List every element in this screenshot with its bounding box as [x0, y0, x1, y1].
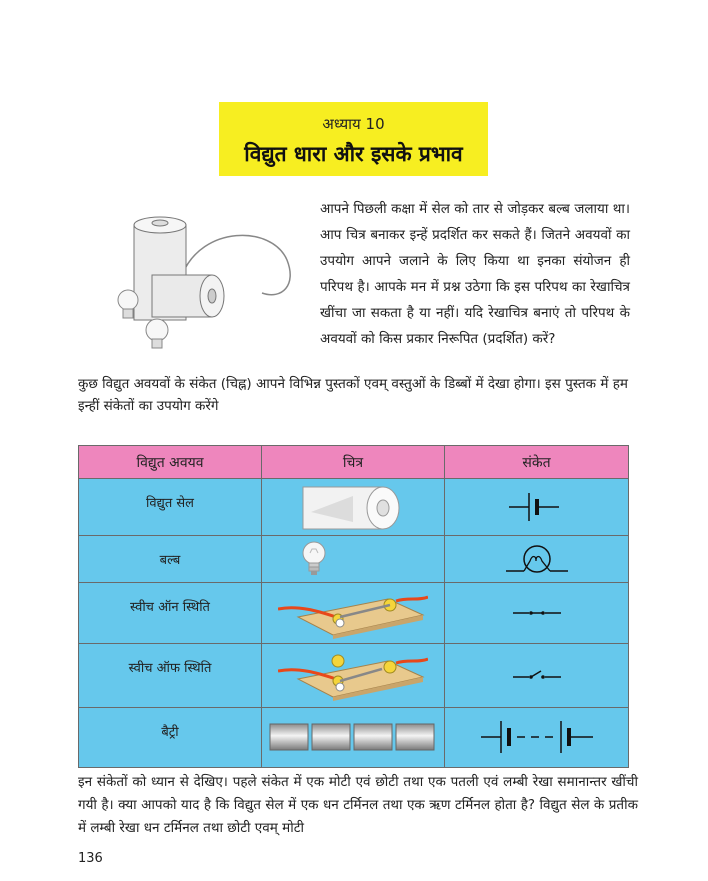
table-header-row: [79, 446, 629, 479]
components-table: [78, 445, 629, 768]
row-name-cell: विद्युत सेल: [79, 479, 262, 536]
cells-bulb-drawing: [112, 205, 302, 365]
row-symbol-cell: [445, 707, 629, 767]
row-name-cell: बैट्री: [79, 707, 262, 767]
header-component: विद्युत अवयव: [79, 446, 262, 479]
chapter-title-box: [219, 102, 488, 176]
switch-off-symbol: [507, 665, 567, 685]
paragraph-symbols-explanation: इन संकेतों को ध्यान से देखिए। पहले संकेत में एक मोटी एवं छोटी तथा एक पतली एवं लम्बी रेखा समानान्तर खींची गयी है। क्या आपको याद है कि विद्युत सेल में एक धन टर्मिनल तथा एक ऋण टर्मिनल होता है? विद्युत सेल के प्रतीक में लम्बी रेखा धन टर्मिनल तथा छोटी एवम् मोटी: [78, 774, 638, 836]
row-name-cell: स्वीच ऑफ स्थिति: [79, 643, 262, 707]
row-name-cell: स्वीच ऑन स्थिति: [79, 583, 262, 643]
row-picture-cell: [262, 583, 445, 643]
header-picture: चित्र: [262, 446, 445, 479]
table-row: [79, 707, 629, 767]
bulb-symbol: [502, 539, 572, 579]
table-row: [79, 479, 629, 536]
chapter-title: विद्युत धारा और इसके प्रभाव: [244, 142, 463, 166]
battery-symbol: [477, 717, 597, 757]
switch-off-picture: [278, 647, 428, 703]
header-symbol: संकेत: [445, 446, 629, 479]
row-picture-cell: [262, 643, 445, 707]
row-symbol-cell: [445, 479, 629, 536]
components-table-wrap: [78, 445, 628, 768]
paragraph-symbols-intro: कुछ विद्युत अवयवों के संकेत (चिह्न) आपने विभिन्न पुस्तकों एवम् वस्तुओं के डिब्बों में देखा होगा। इस पुस्तक में हम इन्हीं संकेतों का उपयोग करेंगे: [78, 376, 628, 414]
cell-picture: [293, 482, 413, 532]
row-name-cell: बल्ब: [79, 536, 262, 583]
intro-paragraph: आपने पिछली कक्षा में सेल को तार से जोड़कर बल्ब जलाया था। आप चित्र बनाकर इन्हें प्रदर्शित कर सकते हैं। जितने अवयवों का उपयोग आपने जलाने के लिए किया था इनका संयोजन ही परिपथ है। आपके मन में प्रश्न उठेगा कि इस परिपथ का रेखाचित्र खींचा जा सकता है या नहीं। यदि रेखाचित्र बनाएं तो परिपथ के अवयवों को किस प्रकार निरूपित (प्रदर्शित) करें?: [320, 201, 630, 347]
bulb-left: [118, 290, 138, 310]
chapter-number: अध्याय 10: [322, 115, 385, 133]
page-number: 136: [78, 851, 103, 866]
bulb-right: [146, 319, 168, 341]
bulb-left-base: [123, 309, 133, 318]
row-symbol-cell: [445, 583, 629, 643]
row-picture-cell: [262, 707, 445, 767]
row-symbol-cell: [445, 643, 629, 707]
switch-on-picture: [278, 587, 428, 639]
switch-on-symbol: [507, 603, 567, 623]
row-symbol-cell: [445, 536, 629, 583]
bulb-picture: [300, 539, 340, 581]
cell-large-cap: [152, 220, 168, 226]
row-picture-cell: [262, 536, 445, 583]
battery-picture: [268, 720, 438, 754]
row-picture-cell: [262, 479, 445, 536]
cell-symbol: [507, 487, 567, 527]
bulb-right-base: [152, 339, 162, 348]
cell-small-terminal: [208, 289, 216, 303]
intro-illustration: [112, 205, 302, 365]
table-row: [79, 643, 629, 707]
table-row: [79, 583, 629, 643]
table-row: [79, 536, 629, 583]
